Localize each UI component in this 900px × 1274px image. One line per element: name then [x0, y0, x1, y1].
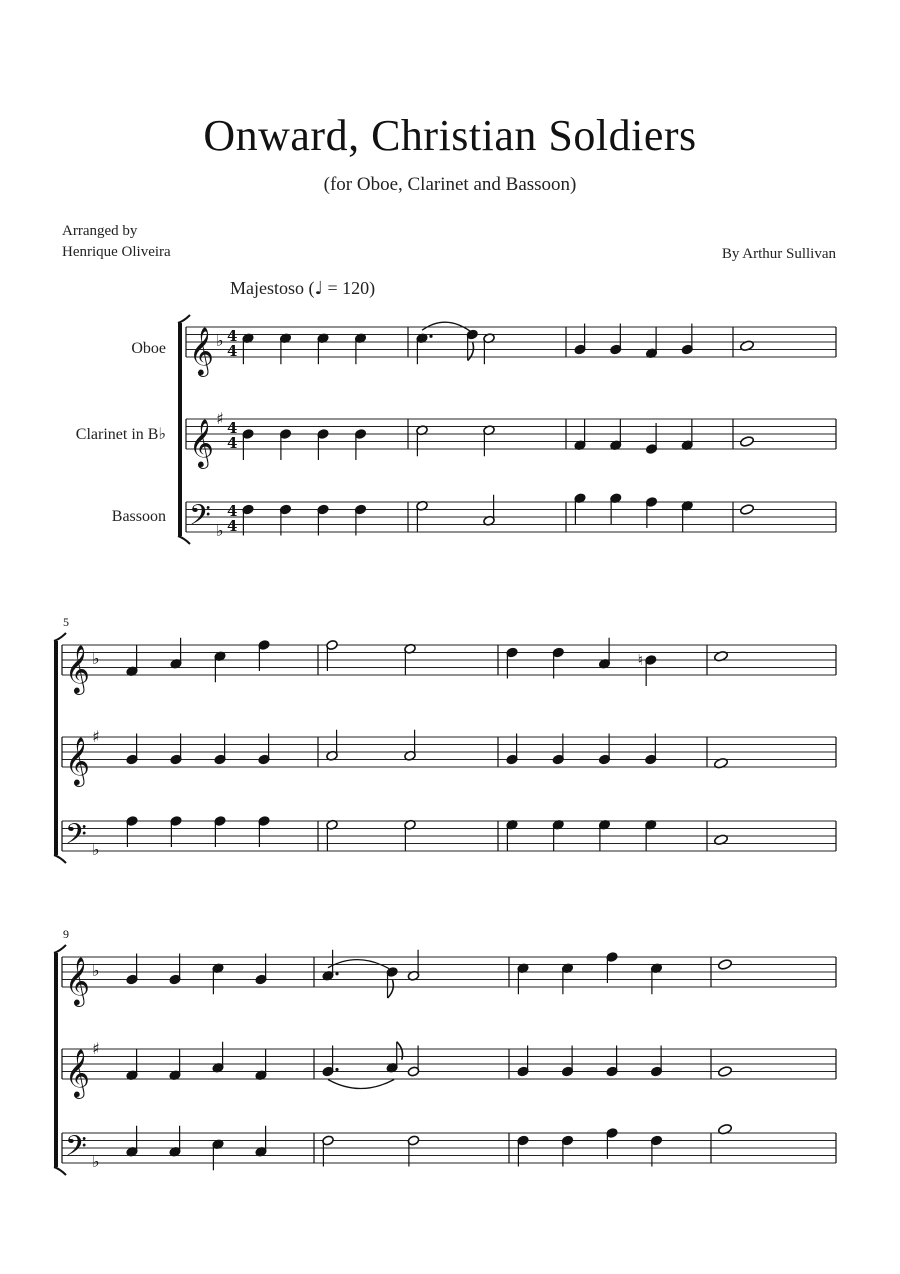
instrument-label-bassoon: Bassoon [111, 508, 166, 525]
instrument-label-oboe: Oboe [131, 340, 166, 357]
time-signature-numerator: 4 [227, 327, 238, 345]
time-signature-denominator: 4 [227, 517, 238, 535]
system-bracket [178, 323, 182, 536]
augmentation-dot [335, 972, 338, 975]
slur [422, 322, 474, 334]
instrument-label-clarinet: Clarinet in B♭ [75, 426, 166, 443]
measure-number-5: 5 [63, 615, 69, 629]
treble-clef-icon: 𝄞 [189, 326, 214, 375]
staff-bassoon [62, 1123, 836, 1171]
flat-icon: ♭ [92, 961, 100, 980]
measure-number-9: 9 [63, 927, 69, 941]
note-head [740, 504, 755, 516]
time-signature-denominator: 4 [227, 342, 238, 360]
arranger-label: Arranged by [62, 223, 138, 239]
bracket-top-hook [54, 633, 66, 641]
staff-bassoon [62, 816, 836, 859]
staff-bassoon [186, 493, 836, 540]
sharp-icon: ♯ [92, 1039, 100, 1058]
system-2 [54, 633, 836, 863]
arranger-name: Henrique Oliveira [62, 244, 171, 260]
note-head [718, 1066, 733, 1078]
treble-clef-icon: 𝄞 [189, 418, 214, 467]
time-signature-denominator: 4 [227, 434, 238, 452]
system-bracket [54, 953, 58, 1167]
flat-icon: ♭ [92, 1152, 100, 1171]
bass-clef-icon: 𝄢 [189, 499, 211, 539]
staff-clarinet [186, 409, 836, 469]
sharp-icon: ♯ [216, 409, 224, 428]
natural-icon: ♮ [637, 651, 644, 669]
sharp-icon: ♯ [92, 727, 100, 746]
slur [328, 960, 394, 972]
system-bracket [54, 641, 58, 855]
eighth-flag [397, 1042, 403, 1060]
augmentation-dot [429, 335, 432, 338]
staff-clarinet [62, 727, 836, 787]
flat-icon: ♭ [92, 649, 100, 668]
composer-credit: By Arthur Sullivan [721, 246, 836, 262]
flat-icon: ♭ [216, 331, 224, 350]
staff-oboe [62, 638, 836, 695]
note-head [718, 959, 733, 971]
slur [328, 1080, 394, 1089]
bass-clef-icon: 𝄢 [65, 1130, 87, 1170]
treble-clef-icon: 𝄞 [65, 956, 90, 1005]
system-3 [54, 945, 836, 1175]
bracket-top-hook [178, 315, 190, 323]
staff-oboe [62, 950, 836, 1007]
staff-clarinet [62, 1039, 836, 1099]
flat-icon: ♭ [216, 521, 224, 540]
flat-icon: ♭ [92, 840, 100, 859]
treble-clef-icon: 𝄞 [65, 644, 90, 693]
quarter-note-icon: ♩ [314, 278, 323, 299]
page-title: Onward, Christian Soldiers [203, 111, 697, 160]
augmentation-dot [335, 1068, 338, 1071]
bass-clef-icon: 𝄢 [65, 818, 87, 858]
tempo-text: Majestoso ( [230, 278, 315, 298]
eighth-flag [388, 980, 394, 998]
page-subtitle: (for Oboe, Clarinet and Bassoon) [323, 174, 577, 195]
treble-clef-icon: 𝄞 [65, 736, 90, 785]
eighth-flag [468, 343, 474, 361]
time-signature-numerator: 4 [227, 419, 238, 437]
treble-clef-icon: 𝄞 [65, 1048, 90, 1097]
staff-oboe [186, 322, 836, 377]
tempo-value: = 120) [323, 278, 376, 298]
bracket-top-hook [54, 945, 66, 953]
system-1 [178, 315, 836, 544]
time-signature-numerator: 4 [227, 502, 238, 520]
note-head [740, 436, 755, 448]
